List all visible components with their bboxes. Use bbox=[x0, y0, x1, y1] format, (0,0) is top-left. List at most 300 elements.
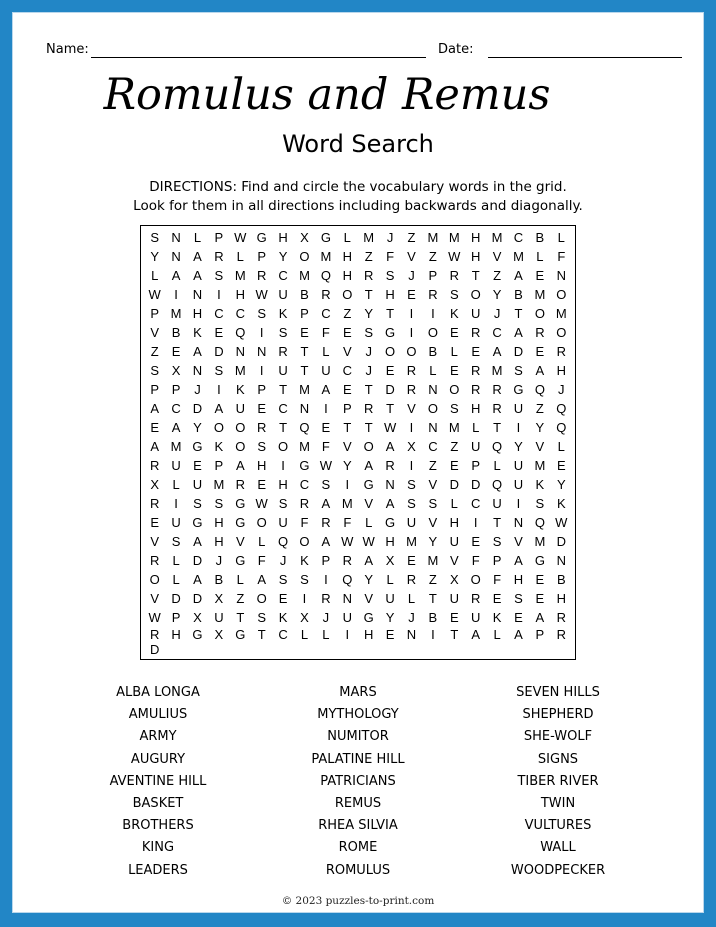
grid-letter[interactable]: C bbox=[299, 477, 310, 492]
grid-letter[interactable]: R bbox=[428, 287, 438, 302]
grid-letter[interactable]: I bbox=[473, 515, 478, 530]
grid-letter[interactable]: U bbox=[470, 439, 481, 454]
grid-letter[interactable]: I bbox=[409, 306, 414, 321]
grid-letter[interactable]: A bbox=[492, 344, 502, 359]
grid-letter[interactable]: O bbox=[149, 572, 160, 587]
grid-letter[interactable]: A bbox=[193, 572, 202, 587]
grid-letter[interactable]: N bbox=[342, 591, 352, 606]
grid-letter[interactable]: M bbox=[341, 496, 353, 511]
grid-letter[interactable]: E bbox=[492, 591, 502, 606]
grid-letter[interactable]: P bbox=[214, 230, 224, 245]
grid-letter[interactable]: L bbox=[493, 627, 501, 642]
grid-letter[interactable]: B bbox=[556, 572, 566, 587]
grid-letter[interactable]: O bbox=[235, 420, 246, 435]
grid-letter[interactable]: G bbox=[363, 610, 374, 625]
grid-letter[interactable]: E bbox=[300, 325, 309, 340]
grid-letter[interactable]: S bbox=[214, 496, 224, 511]
grid-letter[interactable]: B bbox=[535, 230, 545, 245]
grid-letter[interactable]: J bbox=[365, 363, 372, 378]
grid-letter[interactable]: R bbox=[449, 268, 459, 283]
grid-letter[interactable]: Y bbox=[535, 420, 545, 435]
grid-letter[interactable]: K bbox=[556, 496, 566, 511]
grid-letter[interactable]: Q bbox=[278, 534, 289, 549]
grid-letter[interactable]: O bbox=[556, 287, 567, 302]
grid-letter[interactable]: A bbox=[171, 268, 181, 283]
grid-letter[interactable]: K bbox=[535, 477, 545, 492]
grid-letter[interactable]: U bbox=[513, 477, 524, 492]
grid-letter[interactable]: I bbox=[345, 477, 350, 492]
grid-letter[interactable]: F bbox=[257, 553, 266, 568]
grid-letter[interactable]: L bbox=[172, 477, 180, 492]
grid-letter[interactable]: S bbox=[278, 496, 288, 511]
grid-letter[interactable]: P bbox=[257, 249, 267, 264]
grid-letter[interactable]: V bbox=[514, 534, 523, 549]
grid-letter[interactable]: T bbox=[364, 420, 373, 435]
grid-letter[interactable]: G bbox=[192, 439, 203, 454]
grid-letter[interactable]: Y bbox=[364, 306, 374, 321]
grid-letter[interactable]: A bbox=[235, 458, 245, 473]
grid-letter[interactable]: Z bbox=[428, 572, 437, 587]
grid-letter[interactable]: P bbox=[300, 306, 309, 321]
name-field-line[interactable] bbox=[91, 57, 426, 58]
grid-letter[interactable]: B bbox=[300, 287, 309, 302]
grid-letter[interactable]: V bbox=[150, 325, 160, 340]
grid-letter[interactable]: Q bbox=[534, 515, 545, 530]
grid-letter[interactable]: W bbox=[255, 287, 268, 302]
grid-letter[interactable]: W bbox=[341, 534, 354, 549]
grid-letter[interactable]: C bbox=[278, 268, 288, 283]
grid-letter[interactable]: Y bbox=[364, 572, 374, 587]
grid-letter[interactable]: L bbox=[322, 627, 330, 642]
grid-letter[interactable]: K bbox=[235, 382, 245, 397]
grid-letter[interactable]: G bbox=[256, 230, 267, 245]
grid-letter[interactable]: P bbox=[492, 553, 502, 568]
grid-letter[interactable]: M bbox=[448, 230, 460, 245]
grid-letter[interactable]: F bbox=[557, 249, 566, 264]
grid-letter[interactable]: X bbox=[449, 572, 459, 587]
grid-letter[interactable]: V bbox=[342, 344, 352, 359]
grid-letter[interactable]: M bbox=[170, 439, 182, 454]
grid-letter[interactable]: Q bbox=[299, 420, 310, 435]
grid-letter[interactable]: V bbox=[150, 591, 160, 606]
grid-letter[interactable]: J bbox=[365, 344, 372, 359]
grid-letter[interactable]: X bbox=[300, 230, 309, 245]
grid-letter[interactable]: W bbox=[255, 496, 268, 511]
grid-letter[interactable]: I bbox=[324, 401, 328, 416]
grid-letter[interactable]: Q bbox=[320, 268, 331, 283]
date-field-line[interactable] bbox=[488, 57, 682, 58]
grid-letter[interactable]: A bbox=[193, 249, 202, 264]
grid-letter[interactable]: I bbox=[516, 420, 521, 435]
grid-letter[interactable]: M bbox=[299, 382, 310, 397]
grid-letter[interactable]: R bbox=[556, 627, 566, 642]
grid-letter[interactable]: I bbox=[409, 420, 414, 435]
grid-letter[interactable]: R bbox=[235, 477, 245, 492]
grid-letter[interactable]: E bbox=[214, 325, 224, 340]
grid-letter[interactable]: H bbox=[470, 230, 481, 245]
grid-letter[interactable]: J bbox=[215, 553, 223, 568]
grid-letter[interactable]: R bbox=[406, 572, 417, 587]
grid-letter[interactable]: M bbox=[320, 249, 332, 264]
grid-letter[interactable]: I bbox=[174, 287, 178, 302]
grid-letter[interactable]: G bbox=[385, 325, 396, 340]
grid-letter[interactable]: X bbox=[193, 610, 202, 625]
grid-letter[interactable]: M bbox=[213, 477, 225, 492]
grid-letter[interactable]: A bbox=[150, 401, 160, 416]
grid-letter[interactable]: S bbox=[407, 496, 416, 511]
grid-letter[interactable]: S bbox=[514, 363, 523, 378]
grid-letter[interactable]: B bbox=[171, 325, 181, 340]
grid-letter[interactable]: M bbox=[491, 363, 503, 378]
grid-letter[interactable]: L bbox=[557, 439, 565, 454]
grid-letter[interactable]: J bbox=[408, 268, 415, 283]
grid-letter[interactable]: E bbox=[150, 515, 160, 530]
grid-letter[interactable]: X bbox=[214, 627, 224, 642]
grid-letter[interactable]: U bbox=[171, 515, 181, 530]
grid-letter[interactable]: T bbox=[386, 401, 395, 416]
grid-letter[interactable]: L bbox=[236, 572, 244, 587]
grid-letter[interactable]: E bbox=[449, 458, 459, 473]
grid-letter[interactable]: P bbox=[150, 382, 160, 397]
grid-letter[interactable]: W bbox=[234, 230, 247, 245]
grid-letter[interactable]: S bbox=[385, 268, 395, 283]
grid-letter[interactable]: T bbox=[450, 627, 459, 642]
grid-letter[interactable]: S bbox=[278, 572, 288, 587]
grid-letter[interactable]: R bbox=[321, 591, 331, 606]
grid-letter[interactable]: C bbox=[492, 325, 502, 340]
grid-letter[interactable]: L bbox=[536, 249, 544, 264]
grid-letter[interactable]: U bbox=[278, 515, 288, 530]
grid-letter[interactable]: U bbox=[192, 477, 203, 492]
grid-letter[interactable]: V bbox=[342, 439, 352, 454]
grid-letter[interactable]: S bbox=[300, 572, 309, 587]
grid-letter[interactable]: J bbox=[279, 553, 287, 568]
grid-letter[interactable]: A bbox=[214, 401, 224, 416]
grid-letter[interactable]: E bbox=[342, 325, 352, 340]
grid-letter[interactable]: Z bbox=[407, 230, 416, 245]
grid-letter[interactable]: Q bbox=[556, 401, 567, 416]
grid-letter[interactable]: P bbox=[171, 610, 181, 625]
grid-letter[interactable]: B bbox=[428, 344, 438, 359]
grid-letter[interactable]: R bbox=[256, 420, 267, 435]
grid-letter[interactable]: D bbox=[470, 477, 481, 492]
grid-letter[interactable]: G bbox=[235, 627, 246, 642]
grid-letter[interactable]: C bbox=[428, 439, 438, 454]
grid-letter[interactable]: N bbox=[192, 363, 203, 378]
grid-letter[interactable]: X bbox=[171, 363, 181, 378]
grid-letter[interactable]: F bbox=[386, 249, 395, 264]
grid-letter[interactable]: G bbox=[235, 496, 246, 511]
grid-letter[interactable]: N bbox=[192, 287, 203, 302]
grid-letter[interactable]: V bbox=[407, 249, 416, 264]
grid-letter[interactable]: S bbox=[492, 534, 502, 549]
grid-letter[interactable]: Y bbox=[428, 534, 438, 549]
grid-letter[interactable]: S bbox=[449, 287, 459, 302]
grid-letter[interactable]: A bbox=[535, 610, 545, 625]
grid-letter[interactable]: L bbox=[172, 553, 180, 568]
grid-letter[interactable]: P bbox=[428, 268, 438, 283]
grid-letter[interactable]: A bbox=[514, 553, 523, 568]
grid-letter[interactable]: N bbox=[171, 230, 181, 245]
grid-letter[interactable]: E bbox=[535, 572, 545, 587]
grid-letter[interactable]: H bbox=[556, 591, 566, 606]
grid-letter[interactable]: A bbox=[193, 268, 202, 283]
grid-letter[interactable]: J bbox=[558, 382, 565, 397]
grid-letter[interactable]: J bbox=[194, 382, 201, 397]
grid-letter[interactable]: E bbox=[257, 477, 267, 492]
grid-letter[interactable]: W bbox=[383, 420, 397, 435]
grid-letter[interactable]: L bbox=[322, 344, 330, 359]
grid-letter[interactable]: L bbox=[386, 572, 394, 587]
grid-letter[interactable]: T bbox=[364, 287, 373, 302]
grid-letter[interactable]: R bbox=[256, 268, 267, 283]
grid-letter[interactable]: S bbox=[364, 325, 374, 340]
grid-letter[interactable]: F bbox=[471, 553, 480, 568]
grid-letter[interactable]: M bbox=[427, 230, 439, 245]
grid-letter[interactable]: G bbox=[534, 553, 545, 568]
grid-letter[interactable]: V bbox=[449, 553, 459, 568]
grid-letter[interactable]: A bbox=[535, 363, 545, 378]
grid-letter[interactable]: P bbox=[321, 553, 331, 568]
grid-letter[interactable]: M bbox=[299, 268, 310, 283]
grid-letter[interactable]: F bbox=[343, 515, 352, 530]
grid-letter[interactable]: E bbox=[449, 610, 459, 625]
grid-letter[interactable]: L bbox=[493, 458, 501, 473]
grid-letter[interactable]: M bbox=[448, 420, 460, 435]
grid-letter[interactable]: U bbox=[470, 610, 481, 625]
grid-letter[interactable]: I bbox=[431, 306, 435, 321]
grid-letter[interactable]: M bbox=[363, 230, 375, 245]
grid-letter[interactable]: R bbox=[406, 382, 417, 397]
grid-letter[interactable]: Y bbox=[342, 458, 352, 473]
grid-letter[interactable]: L bbox=[193, 230, 202, 245]
grid-letter[interactable]: J bbox=[386, 230, 394, 245]
grid-letter[interactable]: D bbox=[150, 642, 160, 657]
grid-letter[interactable]: K bbox=[278, 610, 288, 625]
grid-letter[interactable]: E bbox=[257, 401, 267, 416]
grid-letter[interactable]: G bbox=[513, 382, 524, 397]
grid-letter[interactable]: F bbox=[300, 515, 309, 530]
grid-letter[interactable]: B bbox=[514, 287, 523, 302]
grid-letter[interactable]: Y bbox=[193, 420, 202, 435]
grid-letter[interactable]: P bbox=[535, 627, 545, 642]
grid-letter[interactable]: E bbox=[342, 382, 352, 397]
grid-letter[interactable]: I bbox=[259, 363, 264, 378]
grid-letter[interactable]: O bbox=[363, 439, 374, 454]
grid-letter[interactable]: S bbox=[535, 496, 545, 511]
grid-letter[interactable]: I bbox=[217, 287, 221, 302]
grid-letter[interactable]: D bbox=[214, 344, 224, 359]
grid-letter[interactable]: Q bbox=[342, 572, 353, 587]
grid-letter[interactable]: C bbox=[513, 230, 524, 245]
grid-letter[interactable]: U bbox=[513, 401, 524, 416]
grid-letter[interactable]: K bbox=[300, 553, 309, 568]
grid-letter[interactable]: A bbox=[171, 420, 181, 435]
grid-letter[interactable]: D bbox=[513, 344, 524, 359]
grid-letter[interactable]: S bbox=[257, 306, 267, 321]
grid-letter[interactable]: V bbox=[428, 477, 438, 492]
grid-letter[interactable]: W bbox=[448, 249, 461, 264]
grid-letter[interactable]: V bbox=[235, 534, 245, 549]
grid-letter[interactable]: M bbox=[427, 553, 439, 568]
grid-letter[interactable]: L bbox=[343, 230, 351, 245]
grid-letter[interactable]: T bbox=[471, 268, 480, 283]
grid-letter[interactable]: L bbox=[172, 572, 180, 587]
grid-letter[interactable]: H bbox=[235, 287, 245, 302]
grid-letter[interactable]: T bbox=[386, 306, 395, 321]
grid-letter[interactable]: O bbox=[427, 401, 438, 416]
grid-letter[interactable]: L bbox=[450, 344, 458, 359]
grid-letter[interactable]: V bbox=[364, 591, 374, 606]
grid-letter[interactable]: Y bbox=[514, 439, 523, 454]
grid-letter[interactable]: I bbox=[409, 458, 414, 473]
grid-letter[interactable]: W bbox=[148, 610, 161, 625]
grid-letter[interactable]: C bbox=[278, 627, 288, 642]
grid-letter[interactable]: U bbox=[321, 363, 331, 378]
grid-letter[interactable]: M bbox=[555, 306, 567, 321]
grid-letter[interactable]: K bbox=[214, 439, 224, 454]
grid-letter[interactable]: W bbox=[555, 515, 568, 530]
grid-letter[interactable]: R bbox=[321, 287, 331, 302]
grid-letter[interactable]: I bbox=[302, 591, 307, 606]
grid-letter[interactable]: R bbox=[470, 591, 481, 606]
grid-letter[interactable]: R bbox=[470, 382, 481, 397]
grid-letter[interactable]: T bbox=[493, 515, 502, 530]
grid-letter[interactable]: M bbox=[513, 249, 524, 264]
grid-letter[interactable]: S bbox=[257, 610, 267, 625]
grid-letter[interactable]: H bbox=[363, 627, 374, 642]
grid-letter[interactable]: O bbox=[256, 591, 267, 606]
grid-letter[interactable]: R bbox=[278, 344, 288, 359]
grid-letter[interactable]: U bbox=[278, 287, 288, 302]
grid-letter[interactable]: M bbox=[234, 268, 246, 283]
grid-letter[interactable]: C bbox=[470, 496, 481, 511]
grid-letter[interactable]: D bbox=[192, 401, 203, 416]
grid-letter[interactable]: S bbox=[407, 477, 416, 492]
grid-letter[interactable]: U bbox=[214, 610, 224, 625]
grid-letter[interactable]: H bbox=[470, 249, 481, 264]
grid-letter[interactable]: R bbox=[342, 553, 352, 568]
grid-letter[interactable]: P bbox=[257, 382, 267, 397]
grid-letter[interactable]: L bbox=[429, 363, 437, 378]
grid-letter[interactable]: R bbox=[556, 610, 566, 625]
grid-letter[interactable]: C bbox=[235, 306, 245, 321]
grid-letter[interactable]: E bbox=[278, 591, 288, 606]
grid-letter[interactable]: Z bbox=[364, 249, 373, 264]
grid-letter[interactable]: W bbox=[148, 287, 161, 302]
grid-letter[interactable]: N bbox=[235, 344, 245, 359]
grid-letter[interactable]: E bbox=[556, 458, 566, 473]
grid-letter[interactable]: Z bbox=[236, 591, 245, 606]
grid-letter[interactable]: W bbox=[319, 458, 333, 473]
grid-letter[interactable]: P bbox=[342, 401, 352, 416]
grid-letter[interactable]: X bbox=[150, 477, 160, 492]
grid-letter[interactable]: X bbox=[407, 439, 416, 454]
grid-letter[interactable]: K bbox=[193, 325, 202, 340]
grid-letter[interactable]: Q bbox=[492, 477, 503, 492]
grid-letter[interactable]: A bbox=[150, 439, 160, 454]
grid-letter[interactable]: L bbox=[472, 420, 480, 435]
grid-letter[interactable]: U bbox=[171, 458, 181, 473]
grid-letter[interactable]: W bbox=[362, 534, 375, 549]
grid-letter[interactable]: M bbox=[299, 439, 310, 454]
grid-letter[interactable]: A bbox=[514, 325, 523, 340]
grid-letter[interactable]: C bbox=[278, 401, 288, 416]
grid-letter[interactable]: P bbox=[214, 458, 224, 473]
grid-letter[interactable]: T bbox=[364, 382, 373, 397]
grid-letter[interactable]: X bbox=[300, 610, 309, 625]
grid-letter[interactable]: V bbox=[535, 439, 545, 454]
grid-letter[interactable]: M bbox=[534, 458, 546, 473]
grid-letter[interactable]: O bbox=[235, 439, 246, 454]
grid-letter[interactable]: C bbox=[171, 401, 181, 416]
grid-letter[interactable]: O bbox=[213, 420, 224, 435]
grid-letter[interactable]: X bbox=[214, 591, 224, 606]
grid-letter[interactable]: V bbox=[407, 401, 416, 416]
grid-letter[interactable]: M bbox=[534, 534, 546, 549]
grid-letter[interactable]: T bbox=[514, 306, 523, 321]
grid-letter[interactable]: S bbox=[150, 230, 160, 245]
grid-letter[interactable]: Z bbox=[428, 458, 437, 473]
grid-letter[interactable]: R bbox=[321, 515, 331, 530]
grid-letter[interactable]: O bbox=[342, 287, 353, 302]
grid-letter[interactable]: R bbox=[470, 363, 481, 378]
grid-letter[interactable]: U bbox=[278, 363, 288, 378]
grid-letter[interactable]: Z bbox=[493, 268, 502, 283]
grid-letter[interactable]: O bbox=[299, 249, 310, 264]
grid-letter[interactable]: O bbox=[534, 306, 545, 321]
grid-letter[interactable]: F bbox=[493, 572, 502, 587]
grid-letter[interactable]: N bbox=[428, 382, 438, 397]
grid-letter[interactable]: L bbox=[450, 496, 458, 511]
grid-letter[interactable]: H bbox=[556, 363, 566, 378]
grid-letter[interactable]: T bbox=[279, 382, 288, 397]
grid-letter[interactable]: A bbox=[364, 458, 374, 473]
grid-letter[interactable]: A bbox=[257, 572, 267, 587]
grid-letter[interactable]: E bbox=[321, 420, 331, 435]
grid-letter[interactable]: I bbox=[281, 458, 285, 473]
grid-letter[interactable]: H bbox=[256, 458, 267, 473]
grid-letter[interactable]: S bbox=[214, 363, 224, 378]
grid-letter[interactable]: S bbox=[278, 325, 288, 340]
grid-letter[interactable]: R bbox=[150, 553, 160, 568]
grid-letter[interactable]: L bbox=[236, 249, 244, 264]
grid-letter[interactable]: H bbox=[192, 306, 203, 321]
grid-letter[interactable]: U bbox=[385, 591, 395, 606]
grid-letter[interactable]: S bbox=[428, 496, 438, 511]
grid-letter[interactable]: U bbox=[235, 401, 245, 416]
grid-letter[interactable]: S bbox=[257, 439, 267, 454]
grid-letter[interactable]: O bbox=[449, 382, 460, 397]
grid-letter[interactable]: E bbox=[535, 268, 545, 283]
grid-letter[interactable]: A bbox=[385, 496, 395, 511]
grid-letter[interactable]: I bbox=[259, 325, 264, 340]
grid-letter[interactable]: E bbox=[449, 325, 459, 340]
grid-letter[interactable]: R bbox=[406, 363, 417, 378]
grid-letter[interactable]: Z bbox=[150, 344, 159, 359]
grid-letter[interactable]: U bbox=[342, 610, 352, 625]
grid-letter[interactable]: T bbox=[300, 363, 309, 378]
grid-letter[interactable]: H bbox=[385, 534, 395, 549]
grid-letter[interactable]: H bbox=[171, 627, 181, 642]
grid-letter[interactable]: N bbox=[406, 627, 417, 642]
grid-letter[interactable]: R bbox=[535, 325, 545, 340]
grid-letter[interactable]: A bbox=[471, 627, 481, 642]
grid-letter[interactable]: V bbox=[428, 515, 438, 530]
grid-letter[interactable]: G bbox=[299, 458, 310, 473]
grid-letter[interactable]: E bbox=[150, 420, 160, 435]
grid-letter[interactable]: J bbox=[322, 610, 330, 625]
